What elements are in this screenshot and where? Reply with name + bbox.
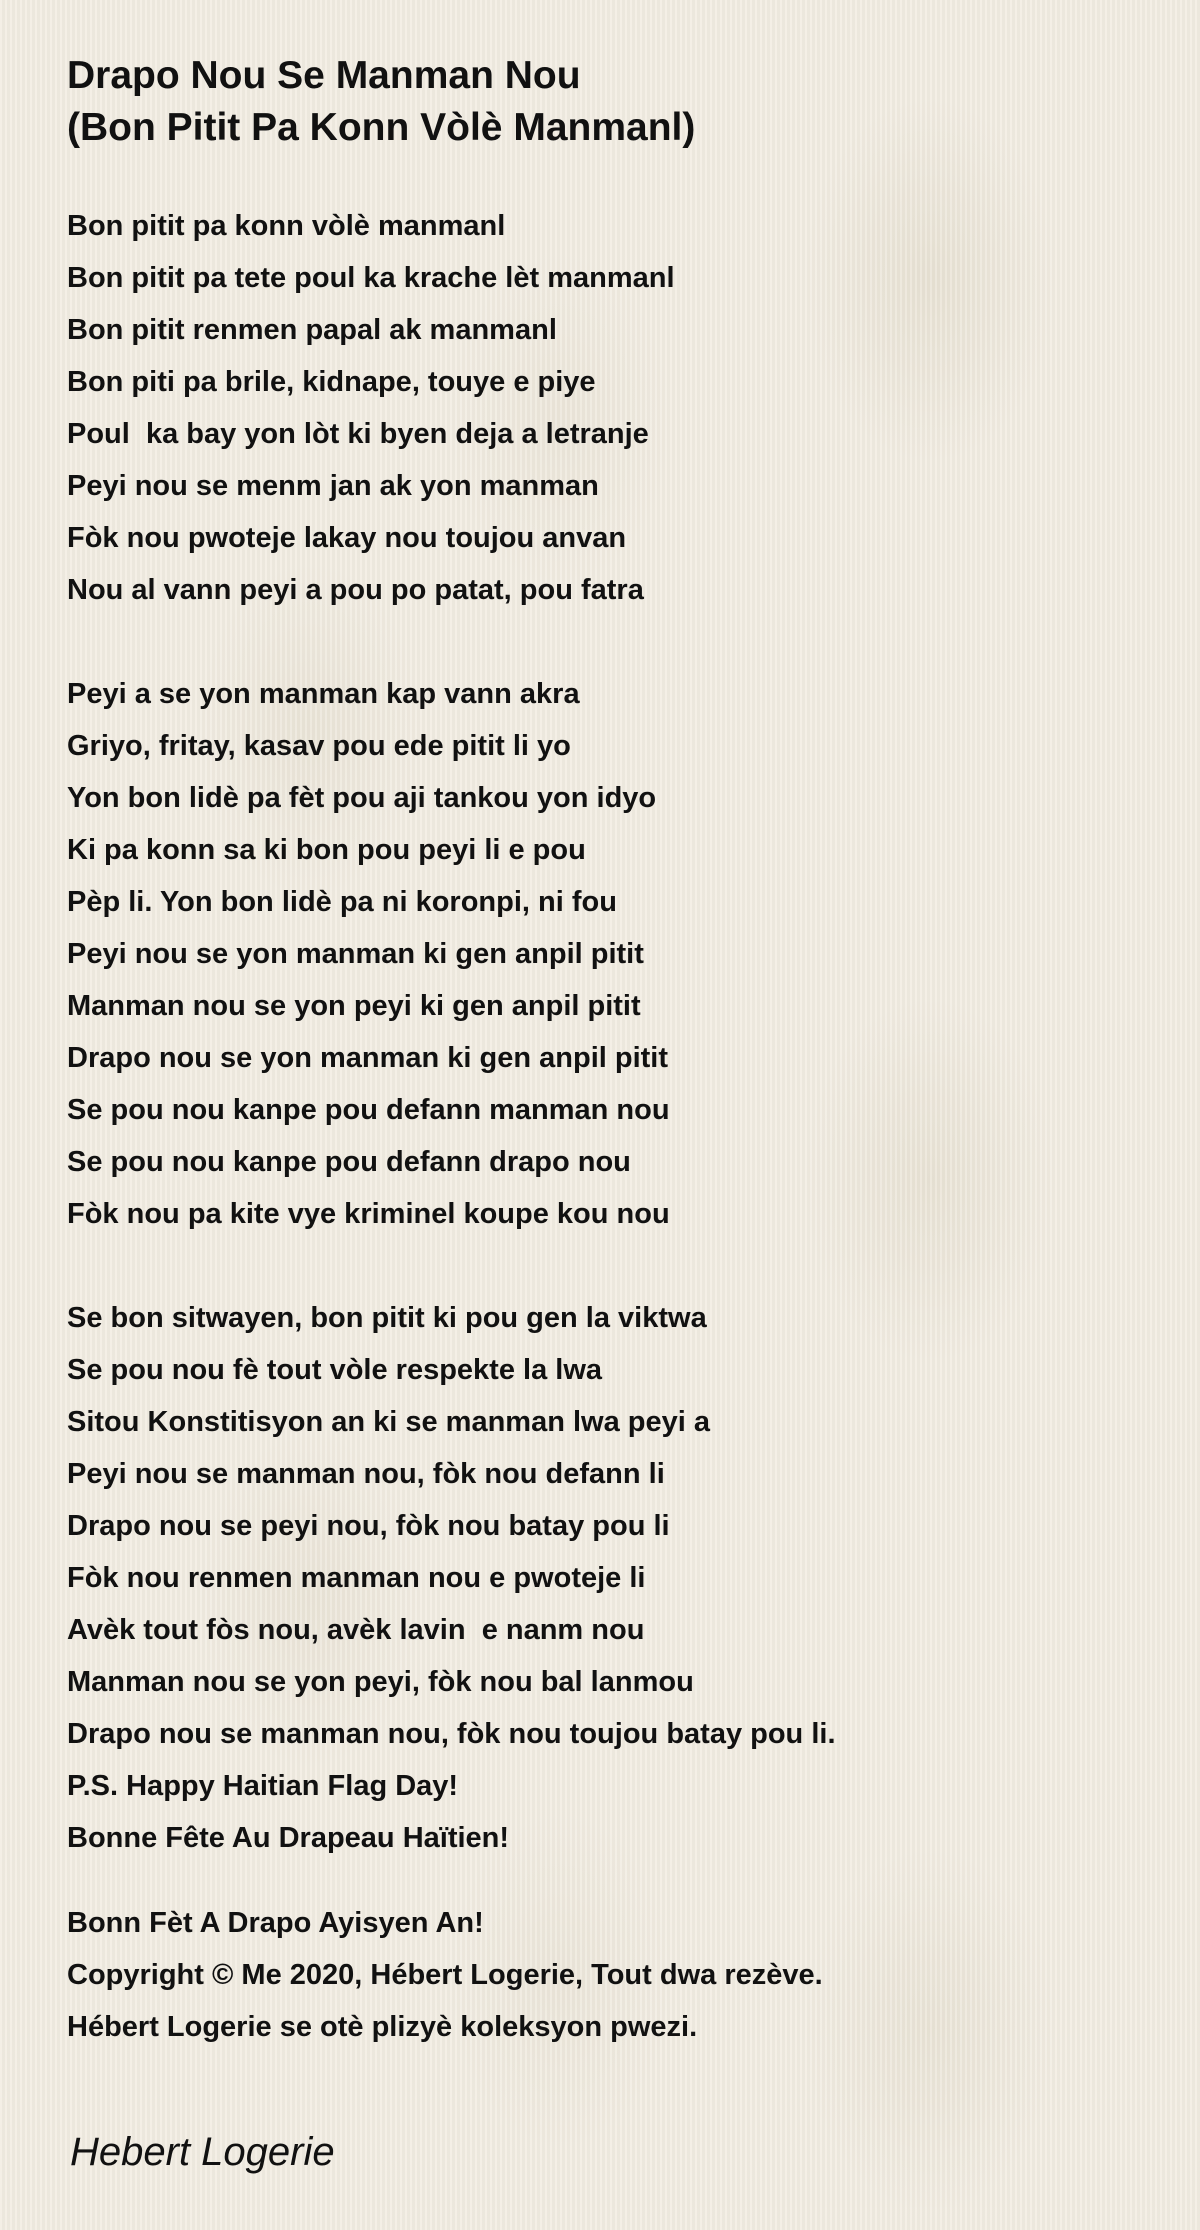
poem-line: Yon bon lidè pa fèt pou aji tankou yon idyo [67,782,657,814]
poem-line: Manman nou se yon peyi, fòk nou bal lanmou [67,1666,694,1698]
poem-line: Peyi nou se menm jan ak yon manman [67,470,599,502]
poem-stanza [67,1292,1147,1864]
poem-stanza [67,200,1147,616]
poem-line: Nou al vann peyi a pou po patat, pou fatra [67,574,644,606]
poem-page [67,50,1147,2053]
poem-line: Peyi nou se manman nou, fòk nou defann li [67,1458,665,1490]
poem-line: Bon piti pa brile, kidnape, touye e piye [67,366,596,398]
poem-line: Peyi nou se yon manman ki gen anpil pitit [67,938,644,970]
poem-line: Fòk nou renmen manman nou e pwoteje li [67,1562,646,1594]
poem-line: Bonn Fèt A Drapo Ayisyen An! [67,1907,484,1939]
copyright-line: Copyright © Me 2020, Hébert Logerie, Tout dwa rezève. [67,1959,823,1991]
poem-line: Bon pitit renmen papal ak manmanl [67,314,557,346]
poem-line: Pèp li. Yon bon lidè pa ni koronpi, ni fou [67,886,617,918]
poem-line: Sitou Konstitisyon an ki se manman lwa peyi a [67,1406,710,1438]
poem-line: P.S. Happy Haitian Flag Day! [67,1770,459,1802]
poem-line: Fòk nou pwoteje lakay nou toujou anvan [67,522,627,554]
poem-line: Avèk tout fòs nou, avèk lavin e nanm nou [67,1614,645,1646]
poem-title-line: (Bon Pitit Pa Konn Vòlè Manmanl) [67,106,696,149]
poem-title [67,50,1147,154]
poem-line: Se pou nou kanpe pou defann manman nou [67,1094,670,1126]
poem-line: Fòk nou pa kite vye kriminel koupe kou nou [67,1198,670,1230]
poem-stanza [67,1897,1147,2053]
poem-line: Bon pitit pa tete poul ka krache lèt manmanl [67,262,675,294]
poem-line: Ki pa konn sa ki bon pou peyi li e pou [67,834,586,866]
poem-title-line: Drapo Nou Se Manman Nou [67,54,581,97]
poem-line: Peyi a se yon manman kap vann akra [67,678,580,710]
poem-line: Manman nou se yon peyi ki gen anpil pitit [67,990,641,1022]
poem-line: Bonne Fête Au Drapeau Haïtien! [67,1822,510,1854]
author-signature: Hebert Logerie [70,2130,335,2174]
poem-line: Se pou nou fè tout vòle respekte la lwa [67,1354,602,1386]
poem-line: Drapo nou se manman nou, fòk nou toujou batay pou li. [67,1718,836,1750]
poem-stanza [67,668,1147,1240]
poem-line: Bon pitit pa konn vòlè manmanl [67,210,506,242]
poem-line: Poul ka bay yon lòt ki byen deja a letranje [67,418,649,450]
poem-line: Se bon sitwayen, bon pitit ki pou gen la viktwa [67,1302,707,1334]
poem-line: Drapo nou se peyi nou, fòk nou batay pou li [67,1510,670,1542]
poem-line: Hébert Logerie se otè plizyè koleksyon pwezi. [67,2011,698,2043]
poem-line: Griyo, fritay, kasav pou ede pitit li yo [67,730,571,762]
poem-line: Drapo nou se yon manman ki gen anpil pitit [67,1042,669,1074]
poem-line: Se pou nou kanpe pou defann drapo nou [67,1146,631,1178]
